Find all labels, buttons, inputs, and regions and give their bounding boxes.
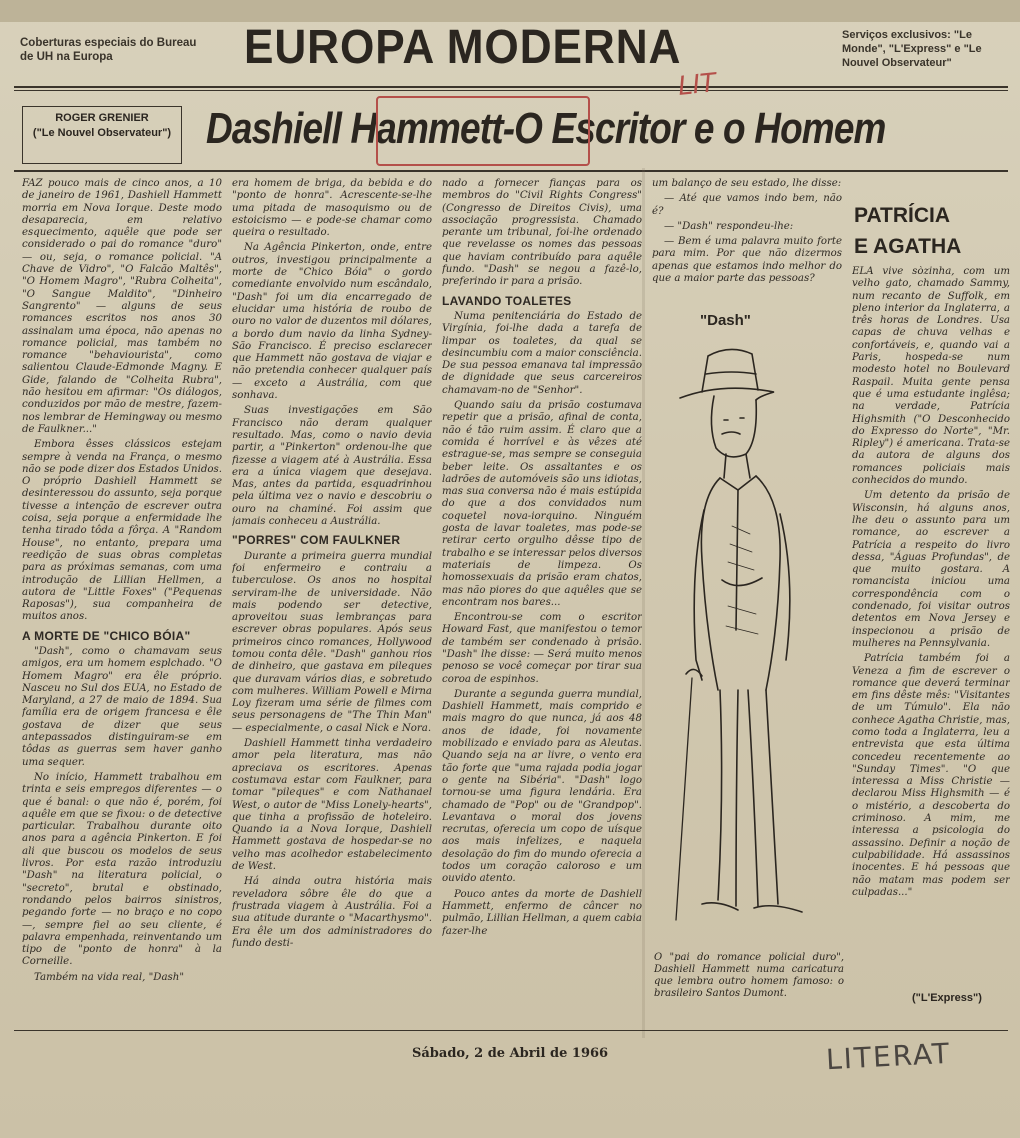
sidebar-title-line-2: E AGATHA	[854, 235, 962, 258]
sidebar-title-line-1: PATRÍCIA	[854, 204, 951, 227]
paragraph: Durante a segunda guerra mundial, Dashiell Hammett, mais comprido e mais magro do que nunca, já aos 48 anos de idade, foi novamente mobilizado e enviado para as Aleutas. Quando seja na ar livre, o vento era tão forte que "uma rajada podia jogar o gente na Sibéria". "Dash" logo tornou-se uma figura lendária. Era chamado de "Pop" ou de "Grandpop". Levantava o moral dos jovens recrutas, oferecia um copo de uísque aos mais infelizes, e naquela desolação do fim do mundo oferecia a todos um coração caloroso e um ouvido atento.	[442, 688, 642, 885]
bureau-note: Coberturas especiais do Bureau de UH na Europa	[20, 37, 197, 63]
headline: Dashiell Hammett-O Escritor e o Homem	[206, 104, 886, 153]
author-outlet: ("Le Nouvel Observateur")	[32, 127, 172, 139]
paragraph: Embora êsses clássicos estejam sempre à venda na França, o mesmo não se pode dizer dos Estados Unidos. O próprio Dashiell Hammett se desinteressou do assunto, seja porque tivesse a intenção de escrever outra coisa, seja porque a enfermidade lhe tenha tirado tôda a fôrça. A "Random House", no entanto, prepara uma reedição de suas obras completas para as próximas semanas, com uma introdução de Lillian Hellmen, a autora de "Little Foxes" ("Pequenas Raposas"), sua companheira de muitos anos.	[22, 439, 222, 623]
paragraph: Há ainda outra história mais reveladora sôbre êle do que a frustrada viagem à Austrália. Foi a sua atitude durante o "Macarthysmo". Era êle um dos administradores do fundo desti-	[232, 876, 432, 949]
paragraph: Pouco antes da morte de Dashiell Hammett, enfermo de câncer no pulmão, Lillian Hellman, a quem cabia fazer-lhe	[442, 888, 642, 937]
section-title: EUROPA MODERNA	[244, 21, 682, 74]
paragraph: Patrícia também foi a Veneza a fim de escrever o romance que deverá terminar em fins dêste mês: "Visitantes de um Túmulo". Ela não conhece Agatha Christie, mas, como toda a Inglaterra, leu a entrevista que esta última concedeu recentemente ao "Sunday Times". "O que interessa a Miss Christie — declarou Miss Highsmith — é o mistério, a descoberta do criminoso. A mim, me interessa a psicologia do assassino. Definir a noção de culpabilidade. Há assassinos inocentes. E há pessoas que não matam mas podem ser culpadas..."	[852, 653, 1010, 898]
red-pen-note: LIT	[676, 68, 718, 102]
article-column-1	[22, 178, 222, 1030]
article-column-4	[652, 178, 842, 308]
paragraph: — Até que vamos indo bem, não é?	[652, 193, 842, 217]
subheading: "PORRES" COM FAULKNER	[232, 533, 401, 548]
paragraph: — Bem é uma palavra muito forte para mim. Por que não dizermos apenas que estamos indo melhor do que a maior parte das pessoas?	[652, 236, 842, 285]
paragraph: Suas investigações em São Francisco não deram qualquer resultado. Mas, como o navio devia partir, a "Pinkerton" ordenou-lhe que fizesse a viagem até à Austrália. Essa era a única viagem que desejava. Mas, antes da partida, esquadrinhou pela última vez o navio e descobriu o ouro na chaminé. Foi assim que jamais conheceu a Austrália.	[232, 405, 432, 528]
subheading: LAVANDO TOALETES	[442, 293, 572, 308]
sidebar-title	[854, 200, 1014, 262]
red-pen-circle	[376, 96, 590, 166]
paragraph: Numa penitenciária do Estado de Virgínia, foi-lhe dada a tarefa de limpar os toaletes, da qual se desincumbiu com a maior consciência. De sua pessoa emanava tal impressão de dignidade que seus carcereiros chamavam-no de "Senhor".	[442, 310, 642, 396]
torn-edge	[0, 0, 1020, 22]
paragraph: Dashiell Hammett tinha verdadeiro amor pela literatura, mas não apreciava os escritores. Apenas costumava estar com Faulkner, para tomar "pileques" e com Nathanael West, o autor de "Miss Lonely-hearts", que tinha a profissão de hoteleiro. Quando ia a Nova Iorque, Dashiell Hammett gostava de hospedar-se no velho mas acolhedor estabelecimento de West.	[232, 738, 432, 873]
paragraph: era homem de briga, da bebida e do "ponto de honra". Acrescente-se-lhe uma pitada de masoquismo ou de estoicismo — e pode-se chamar como queira o resultado.	[232, 178, 432, 239]
subheading: A MORTE DE "CHICO BÓIA"	[22, 628, 191, 643]
footer-rule	[14, 1030, 1008, 1031]
paragraph: Um detento da prisão de Wisconsin, há alguns anos, lhe deu o assunto para um romance, ao escrever a Patrícia a respeito do livro dessa, "Águas Profundas", de que muito gostara. A romancista iniciou uma correspondência com o condenado, foi visitar outros detentos em Nova Jersey e inspecionou a prisão de mulheres na Pennsylvania.	[852, 490, 1010, 649]
illustration-caption: O "pai do romance policial duro", Dashiell Hammett numa caricatura que lembra outro homem famoso: o brasileiro Santos Dumont.	[654, 952, 844, 999]
illustration-label: "Dash"	[700, 312, 751, 329]
paragraph: Também na vida real, "Dash"	[34, 971, 185, 983]
services-note: Serviços exclusivos: "Le Monde", "L'Express" e "Le Nouvel Observateur"	[842, 29, 982, 69]
paragraph: Na Agência Pinkerton, onde, entre outros, investigou principalmente a morte de "Chico Bóia" o gordo comediante envolvido num escândalo, "Dash" foi um dia encarregado de elucidar uma história de roubo de ouro no valor de duzentos mil dólares, a bordo dum navio da linha Sydney-São Francisco. É preciso esclarecer que Hammett não gostava de viajar e não pretendia conhecer qualquer país — exceto a Austrália, com que sonhava.	[232, 242, 432, 402]
paragraph: Durante a primeira guerra mundial foi enfermeiro e contraiu a tuberculose. Os anos no hospital serviram-lhe de universidade. Não mais podendo ser detective, aproveitou suas lembranças para escrever obras populares. Após seus primeiros cinco romances, Hollywood tomou conta dêle. "Dash" ganhou rios de dinheiro, que gastava em pileques que duravam vários dias, e sobretudo com mulheres. William Powell e Mirna Loy fizeram uma série de filmes com seus personagens de "The Thin Man" — especialmente, o casal Nick e Nora.	[232, 550, 432, 734]
paragraph: nado a fornecer fianças para os membros do "Civil Rights Congress" (Congresso de Direitos Civis), uma associação progressista. Chamado perante um tribunal, foi-lhe ordenado que revelasse os nomes das pessoas que haviam contribuído para aquêle fundo. "Dash" se negou a fazê-lo, preferindo ir para a prisão.	[442, 178, 642, 288]
article-column-2	[232, 178, 432, 1030]
sidebar-credit: ("L'Express")	[912, 992, 982, 1004]
article-column-3	[442, 178, 642, 1030]
paper-fold	[642, 168, 645, 1038]
paragraph: Quando saiu da prisão costumava repetir que a prisão, afinal de conta, não é tão ruim assim. É claro que a comida é horrível e às vêzes até estrague-se, mas sempre se conseguia beber leite. Os assaltantes e os ladrões de automóveis são uns idiotas, mas sua conversa não é mais estúpida do que a dos convidados num coquetel nova-iorquino. Ninguém gosta de lavar toaletes, mas pode-se retirar certo orgulho dêsse tipo de trabalho e se interessar pelos diversos materiais de limpeza. Os homossexuais da prisão eram chatos, mas não piores do que aquêles que se encontram nos bares...	[442, 400, 642, 608]
handwritten-note: LITERAT	[825, 1036, 952, 1077]
hammett-caricature	[662, 330, 838, 940]
paragraph: No início, Hammett trabalhou em trinta e seis empregos diferentes — o que é banal: o que não é, porém, foi aquêle em que se fixou: o de detective particular. Trabalhou durante oito anos para a agência Pinkerton. E foi ali que buscou os modelos de seus livros. Por esta razão introduziu "Dash" na literatura policial, o "secreto", brutal e obstinado, rondando pelos bairros sinistros, pegando forte — no braço e no copo —, sempre fiel ao seu cliente, é palavra empenhada, reinventando um tipo de "ponto de honra" à la Corneille.	[22, 771, 222, 968]
paragraph: um balanço de seu estado, lhe disse:	[652, 178, 842, 189]
paragraph: Encontrou-se com o escritor Howard Fast, que manifestou o temor de também ser condenado à prisão. "Dash" lhe disse: — Será muito menos penoso se você começar por tirar sua coroa de espinhos.	[442, 612, 642, 685]
header-rule	[14, 86, 1008, 88]
author-name: ROGER GRENIER	[55, 112, 149, 124]
headline-rule	[14, 170, 1008, 172]
paragraph: — "Dash" respondeu-lhe:	[664, 220, 794, 232]
paragraph: ELA vive sòzinha, com um velho gato, chamado Sammy, num recanto de Suffolk, em pleno interior da Inglaterra, a três horas de Londres. Usa capas de chuva velhas e confortáveis, e, quando vai a Paris, hospeda-se num modesto hotel no Boulevard Raspail. Muita gente pensa que é uma estudante inglêsa; na verdade, Patrícia Highsmith ("O Desconhecido do Expresso do Norte", "Mr. Ripley") é americana. Trata-se da autora de alguns dos romances policiais mais conhecidos do mundo.	[852, 266, 1010, 487]
paragraph: "Dash", como o chamavam seus amigos, era um homem esplchado. "O Homem Magro" era êle próprio. Nasceu no Sul dos EUA, no Estado de Maryland, a 27 de maio de 1894. Sua família era de origem francesa e êle gostava de dizer que seus antepassados distinguiram-se em tôdas as guerras sem haver ganho uma sequer.	[22, 645, 222, 768]
author-box	[22, 106, 182, 164]
publication-date: Sábado, 2 de Abril de 1966	[412, 1046, 609, 1061]
sidebar-column	[852, 266, 1010, 990]
paragraph: FAZ pouco mais de cinco anos, a 10 de janeiro de 1961, Dashiell Hammett morria em Nova Iorque. Deste modo desaparecia, em relativo esquecimento, aquêle que pode ser considerado o pai do romance "duro" — ou, seja, o romance policial. "A Chave de Vidro", "O Falcão Maltês", "O Homem Magro", "Rubra Colheita", "O Sangue Maldito", "Dinheiro Sangrento" — alguns de seus romances escritos nos anos 30 assinalam uma época, não apenas no romance policial, mas também no romance "behaviourista", como salientou Claude-Edmonde Magny. E Gide, falando de "Colheita Rubra", não hesitou em afirmar: "Os diálogos, conduzidos por mão de mestre, fazem-nos lembrar de Hemingway ou mesmo de Faulkner..."	[22, 178, 222, 435]
header-rule-thin	[14, 90, 1008, 91]
